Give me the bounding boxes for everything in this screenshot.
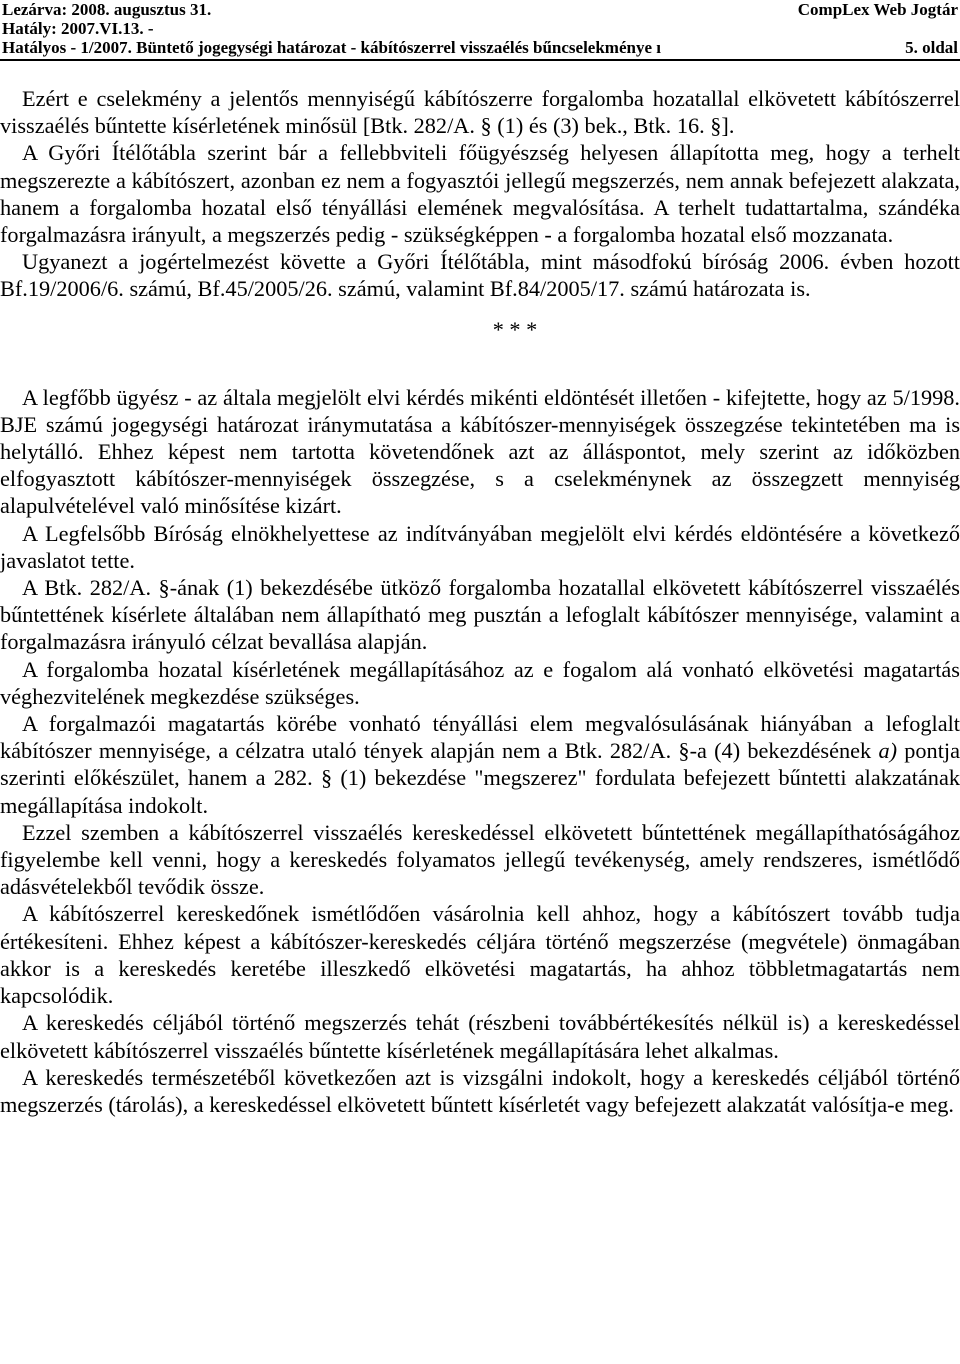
- document-body: [0, 85, 960, 1118]
- document-header: [2, 0, 958, 60]
- paragraph: A Győri Ítélőtábla szerint bár a fellebbviteli főügyészség helyesen állapította meg, hogy a terhelt megszerezte a kábítószert, azonban ez nem a fogyasztói jellegű megszerzés, nem annak befejezett alakzata, hanem a forgalomba hozatal első tényállási elemének megvalósítása. A terhelt tudattartalma, szándéka forgalmazásra irányult, a megszerzés pedig - szükségképpen - a forgalomba hozatal első mozzanata.: [0, 140, 960, 248]
- document-title: Hatályos - 1/2007. Büntető jogegységi határozat - kábítószerrel visszaélés bűncselekménye ı: [2, 38, 661, 57]
- paragraph: A Legfelsőbb Bíróság elnökhelyettese az indítványában megjelölt elvi kérdés eldöntésére a következő javaslatot tette.: [0, 520, 960, 573]
- paragraph-text: pontja szerinti előkészület, hanem a 282. § (1) bekezdése "megszerez" fordulata befejezett bűntetti alakzatának megállapítása indokolt.: [0, 738, 960, 818]
- publisher-name: CompLex Web Jogtár: [797, 0, 958, 19]
- page-number: 5. oldal: [905, 38, 958, 57]
- paragraph: A kábítószerrel kereskedőnek ismétlődően vásárolnia kell ahhoz, hogy a kábítószert tovább tudja értékesíteni. Ehhez képest a kábítószer-kereskedés céljára történő megszerzése (megvétele) önmagában akkor is a kereskedés keretébe illeszkedő elkövetési magatartás, ha ahhoz többletmagatartás nem kapcsolódik.: [0, 901, 960, 1009]
- italic-point: a): [878, 738, 898, 764]
- paragraph: A Btk. 282/A. §-ának (1) bekezdésébe ütköző forgalomba hozatallal elkövetett kábítószerrel visszaélés bűntettének kísérlete általában nem állapítható meg pusztán a lefoglalt kábítószer mennyisége, valamint a forgalmazásra irányuló célzat bevallása alapján.: [0, 575, 960, 655]
- paragraph: Ezzel szemben a kábítószerrel visszaélés kereskedéssel elkövetett bűntettének megállapíthatóságához figyelembe kell venni, hogy a kereskedés folyamatos jellegű tevékenység, amely rendszeres, ismétlődő adásvételekből tevődik össze.: [0, 819, 960, 900]
- paragraph: A forgalomba hozatal kísérletének megállapításához az e fogalom alá vonható elkövetési magatartás véghezvitelének megkezdése szükséges.: [0, 656, 960, 709]
- paragraph: Ugyanezt a jogértelmezést követte a Győri Ítélőtábla, mint másodfokú bíróság 2006. évben hozott Bf.19/2006/6. számú, Bf.45/2005/26. számú, valamint Bf.84/2005/17. számú határozata is.: [0, 249, 960, 302]
- paragraph: A kereskedés céljából történő megszerzés tehát (részbeni továbbértékesítés nélkül is) a kereskedéssel elkövetett kábítószerrel visszaélés bűntette kísérletének megállapítására lehet alkalmas.: [0, 1010, 960, 1063]
- header-row-3: [2, 38, 958, 57]
- paragraph: [0, 710, 960, 819]
- header-row-2: [2, 19, 958, 38]
- header-row-1: [2, 0, 958, 19]
- closed-date: Lezárva: 2008. augusztus 31.: [2, 0, 212, 19]
- paragraph: A kereskedés természetéből következően azt is vizsgálni indokolt, hogy a kereskedés céljából történő megszerzés (tárolás), a kereskedéssel elkövetett bűntett kísérletét vagy befejezett alakzatát valósítja-e meg.: [0, 1064, 960, 1117]
- validity-date: Hatály: 2007.VI.13. -: [2, 19, 154, 38]
- section-separator: * * *: [492, 316, 538, 342]
- paragraph: Ezért e cselekmény a jelentős mennyiségű kábítószerre forgalomba hozatallal elkövetett kábítószerrel visszaélés bűntette kísérletének minősül [Btk. 282/A. § (1) és (3) bek., Btk. 16. §].: [0, 86, 960, 139]
- paragraph: A legfőbb ügyész - az általa megjelölt elvi kérdés mikénti eldöntését illetően - kifejtette, hogy az 5/1998. BJE számú jogegységi határozat iránymutatása a kábítószer-mennyiségek összegzése tekintetében ma is helytálló. Ehhez képest nem tartotta követendőnek azt az álláspontot, mely szerint az időközben elfogyasztott kábítószer-mennyiségek összegzése, s a cselekménynek az összegzett mennyiség alapulvételével való minősítése kizárt.: [0, 384, 960, 519]
- header-divider: [0, 59, 960, 61]
- paragraph-text: A forgalmazói magatartás körébe vonható tényállási elem megvalósulásának hiányában a lefoglalt kábítószer mennyisége, a célzatra utaló tények alapján nem a Btk. 282/A. §-a (4) bekezdésének: [0, 711, 960, 764]
